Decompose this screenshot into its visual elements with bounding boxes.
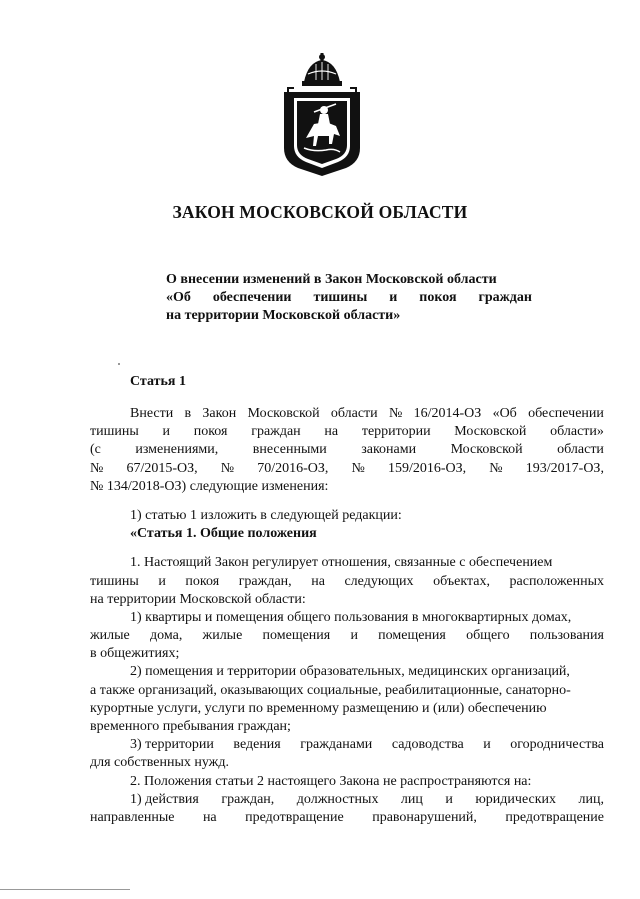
text-line: 1) квартиры и помещения общего пользования в многоквартирных домах, xyxy=(130,609,572,625)
text-line: № 134/2018-ОЗ) следующие изменения: xyxy=(90,478,329,494)
text-line: временного пребывания граждан; xyxy=(90,719,291,734)
text-line: для собственных нужд. xyxy=(90,755,229,771)
text-line: тишины и покоя граждан, на следующих объектах, расположенных xyxy=(90,573,604,589)
text-line: (с изменениями, внесенными законами Московской области xyxy=(90,442,604,458)
text-line: на территории Московской области: xyxy=(90,591,306,607)
text-line: курортные услуги, услуги по временному размещению и (или) обеспечению xyxy=(90,700,547,716)
subtitle-line: «Об обеспечении тишины и покоя граждан xyxy=(166,290,532,306)
coat-of-arms-emblem xyxy=(274,52,370,178)
new-article-heading: «Статья 1. Общие положения xyxy=(130,526,317,542)
text-line: в общежитиях; xyxy=(90,646,180,662)
text-line: 3) территории ведения гражданами садоводства и огородничества xyxy=(130,737,604,753)
text-line: № 67/2015-ОЗ, № 70/2016-ОЗ, № 159/2016-ОЗ, № 193/2017-ОЗ, xyxy=(90,460,604,476)
text-line: жилые дома, жилые помещения и помещения общего пользования xyxy=(90,628,604,644)
text-line: 2) помещения и территории образовательных, медицинских организаций, xyxy=(130,664,570,680)
document-body xyxy=(90,405,604,827)
subtitle-line: О внесении изменений в Закон Московской области xyxy=(166,272,497,287)
scan-speck xyxy=(118,363,120,365)
subtitle-line: на территории Московской области» xyxy=(166,308,401,324)
text-line: 1) статью 1 изложить в следующей редакции: xyxy=(130,507,402,523)
text-line: 1) действия граждан, должностных лиц и юридических лиц, xyxy=(130,791,604,807)
text-line: 2. Положения статьи 2 настоящего Закона не распространяются на: xyxy=(130,773,532,789)
law-subtitle xyxy=(166,270,532,325)
text-line: а также организаций, оказывающих социальные, реабилитационные, санаторно- xyxy=(90,682,571,698)
text-line: тишины и покоя граждан на территории Московской области» xyxy=(90,424,604,440)
text-line: Внести в Закон Московской области № 16/2014-ОЗ «Об обеспечении xyxy=(130,406,604,421)
law-title: ЗАКОН МОСКОВСКОЙ ОБЛАСТИ xyxy=(172,202,468,222)
article-heading: Статья 1 xyxy=(130,374,186,389)
text-line: направленные на предотвращение правонарушений, предотвращение xyxy=(90,809,604,825)
scan-edge-line xyxy=(0,889,130,890)
text-line: 1. Настоящий Закон регулирует отношения, связанные с обеспечением xyxy=(130,555,553,571)
